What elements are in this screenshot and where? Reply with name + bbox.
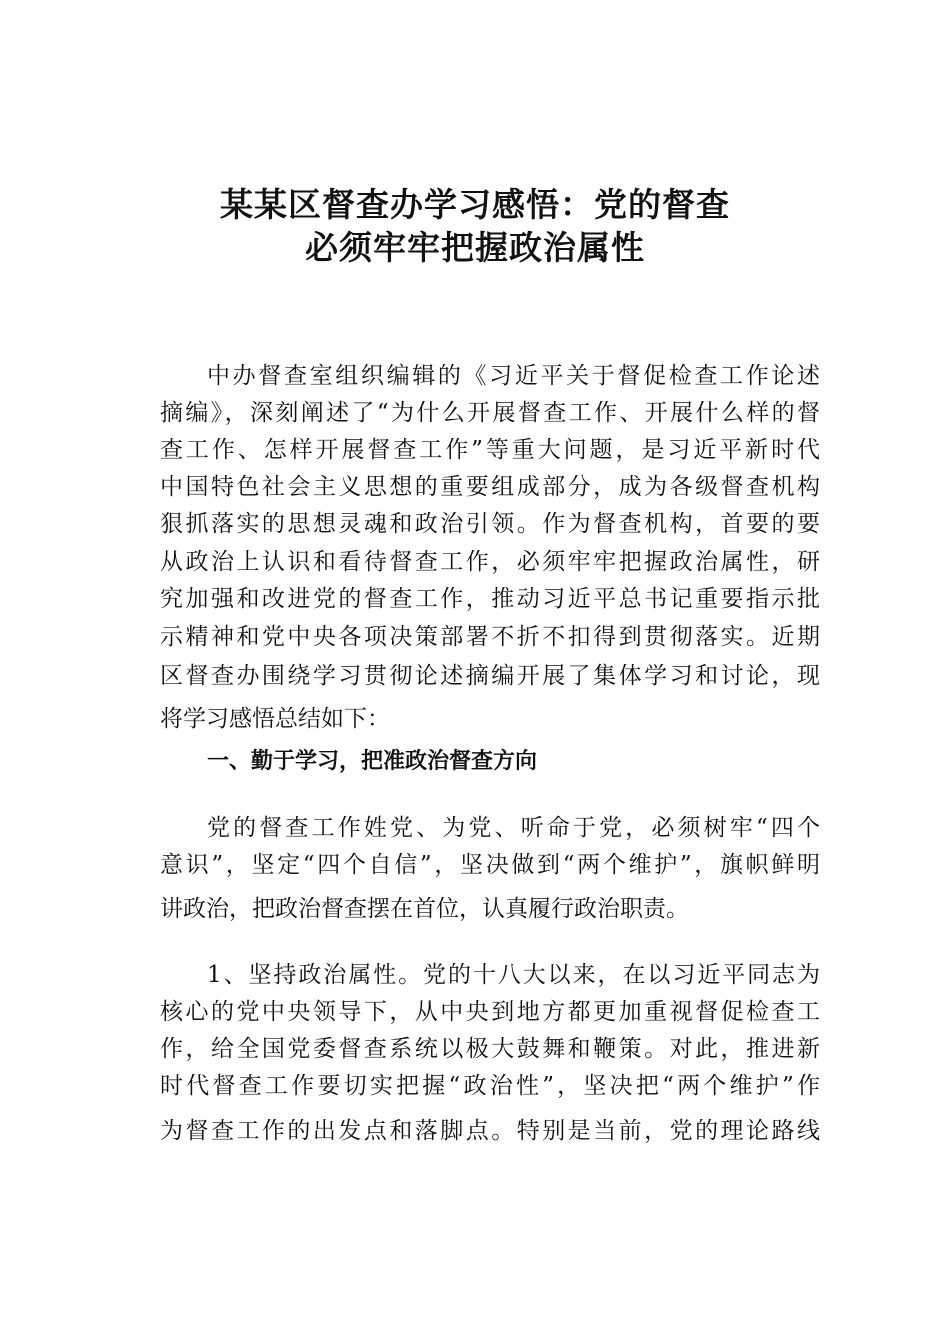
body-line: 中国特色社会主义思想的重要组成部分，成为各级督查机构 — [160, 474, 820, 500]
body-line: 从政治上认识和看待督查工作，必须牢牢把握政治属性，研 — [160, 549, 820, 575]
body-line: 为督查工作的出发点和落脚点。特别是当前，党的理论路线 — [160, 1118, 820, 1144]
body-line: 意识”，坚定“四个自信”，坚决做到“两个维护”，旗帜鲜明 — [160, 852, 820, 878]
body-line: 讲政治，把政治督查摆在首位，认真履行政治职责。 — [160, 896, 689, 922]
body-line: 作，给全国党委督查系统以极大鼓舞和鞭策。对此，推进新 — [160, 1036, 820, 1062]
body-line: 将学习感悟总结如下： — [160, 706, 390, 732]
body-line: 核心的党中央领导下，从中央到地方都更加重视督促检查工 — [160, 999, 820, 1025]
body-line: 1、坚持政治属性。党的十八大以来，在以习近平同志为 — [207, 962, 820, 988]
body-line: 狠抓落实的思想灵魂和政治引领。作为督查机构，首要的要 — [160, 511, 820, 537]
body-line: 查工作、怎样开展督查工作”等重大问题，是习近平新时代 — [160, 437, 820, 463]
section-heading: 一、勤于学习，把准政治督查方向 — [207, 749, 538, 774]
body-line: 究加强和改进党的督查工作，推动习近平总书记重要指示批 — [160, 586, 820, 612]
document-title-line-1: 某某区督查办学习感悟：党的督查 — [220, 185, 730, 224]
body-line: 中办督查室组织编辑的《习近平关于督促检查工作论述 — [207, 363, 820, 389]
body-line: 区督查办围绕学习贯彻论述摘编开展了集体学习和讨论，现 — [160, 663, 820, 689]
body-line: 摘编》，深刻阐述了“为什么开展督查工作、开展什么样的督 — [160, 400, 820, 426]
body-line: 党的督查工作姓党、为党、听命于党，必须树牢“四个 — [207, 815, 820, 841]
body-line: 示精神和党中央各项决策部署不折不扣得到贯彻落实。近期 — [160, 624, 820, 650]
document-title-line-2: 必须牢牢把握政治属性 — [305, 228, 645, 267]
body-line: 时代督查工作要切实把握“政治性”，坚决把“两个维护”作 — [160, 1073, 820, 1099]
